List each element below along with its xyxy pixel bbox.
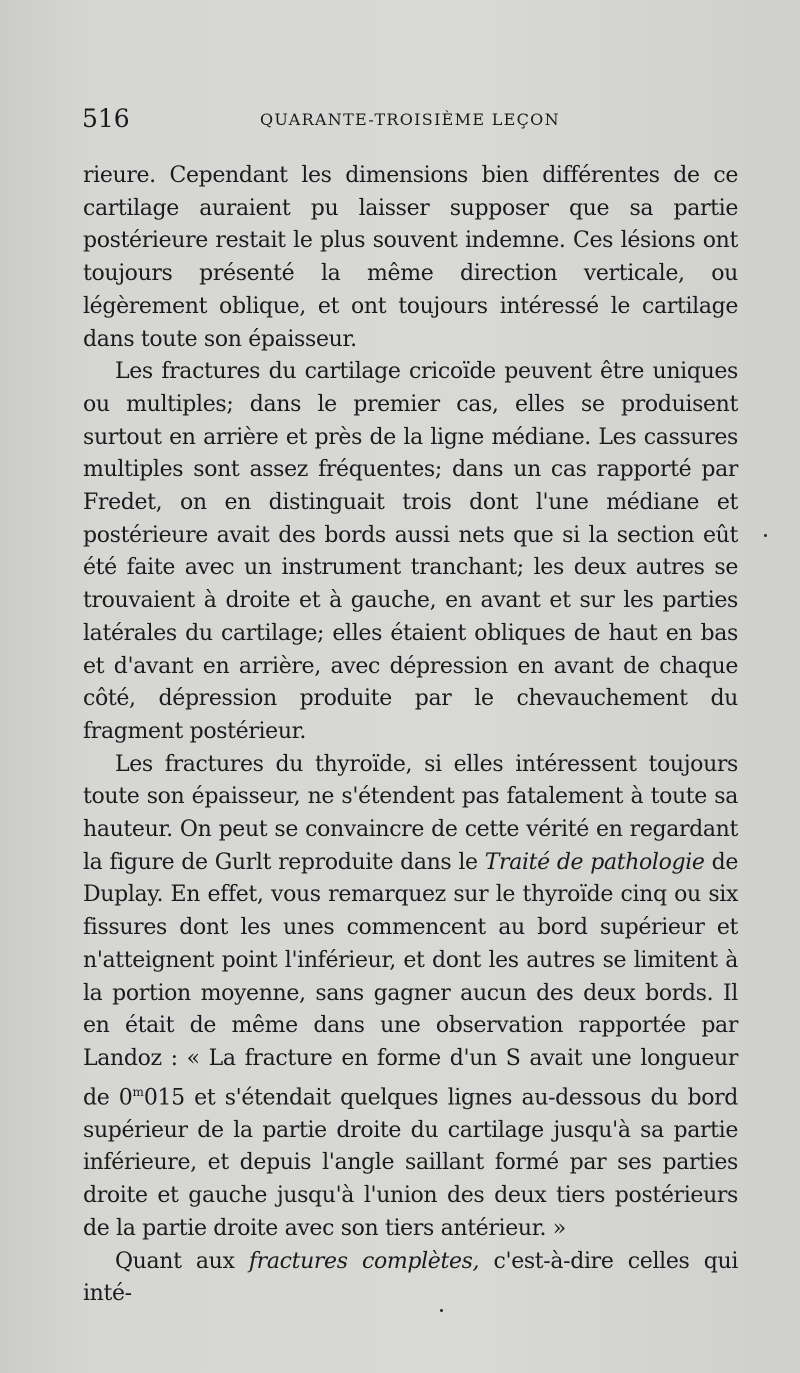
paragraph-3-text-end: 015 et s'étendait quelques lignes au-dessous du bord supérieur de la partie droite du cartilage jusqu'à sa partie inférieure, et depuis l'angle saillant formé par ses parties droite et gauche jusqu'à l'union des deux tiers postérieurs de la partie droite avec son tiers antérieur. » [83, 1085, 738, 1241]
paragraph-1: rieure. Cependant les dimensions bien différentes de ce cartilage auraient pu laisser supposer que sa partie postérieure restait le plus souvent indemne. Ces lésions ont toujours présenté la même direction verticale, ou légèrement oblique, et ont toujours intéressé le cartilage dans toute son épaisseur. [83, 163, 738, 352]
paragraph-4-text-before: Quant aux [115, 1248, 249, 1274]
paragraph-3-text-after: de Duplay. En effet, vous remarquez sur le thyroïde cinq ou six fissures dont les unes commencent au bord supérieur et n'atteignent point l'inférieur, et dont les autres se limitent à la portion moyenne, sans gagner aucun des deux bords. Il en était de même dans une observation rapportée par Landoz : « La fracture en forme d'un S avait une longueur de 0 [83, 849, 738, 1111]
paragraph-4-text-after: c'est-à-dire celles qui inté- [83, 1248, 738, 1307]
paragraph-4 [83, 1246, 738, 1311]
ink-speck [440, 1309, 443, 1312]
paragraph-3 [83, 749, 738, 1246]
paragraph-3-text-before: Les fractures du thyroïde, si elles intéressent toujours toute son épaisseur, ne s'étendent pas fatalement à toute sa hauteur. On peut se convaincre de cette vérité en regardant la figure de Gurlt reproduite dans le [83, 751, 738, 875]
paragraph-2: Les fractures du cartilage cricoïde peuvent être uniques ou multiples; dans le premier cas, elles se produisent surtout en arrière et près de la ligne médiane. Les cassures multiples sont assez fréquentes; dans un cas rapporté par Fredet, on en distinguait trois dont l'une médiane et postérieure avait des bords aussi nets que si la section eût été faite avec un instrument tranchant; les deux autres se trouvaient à droite et à gauche, en avant et sur les parties latérales du cartilage; elles étaient obliques de haut en bas et d'avant en arrière, avec dépression en avant de chaque côté, dépression produite par le chevauchement du fragment postérieur. [83, 359, 738, 744]
paragraph-3-italic-title: Traité de pathologie [484, 849, 705, 875]
paragraph-4-italic: fractures complètes, [248, 1248, 480, 1274]
running-head: QUARANTE-TROISIÈME LEÇON [260, 110, 560, 129]
body-text [83, 160, 738, 1311]
page-number: 516 [82, 104, 130, 133]
paragraph-3-superscript: m [132, 1084, 144, 1099]
ink-speck [764, 534, 767, 537]
page-header [82, 104, 742, 134]
